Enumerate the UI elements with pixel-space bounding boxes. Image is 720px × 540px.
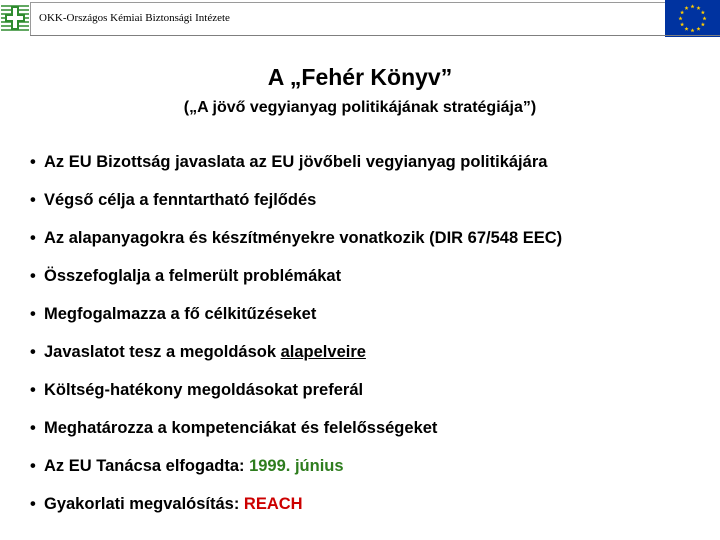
bullet-marker: • (30, 267, 36, 285)
bullet-text: Gyakorlati megvalósítás: (44, 495, 244, 513)
bullet-item (30, 304, 562, 342)
bullet-marker: • (30, 229, 36, 247)
bullet-item (30, 266, 562, 304)
bullet-text: Az alapanyagokra és készítményekre vonatkozik (DIR 67/548 EEC) (44, 229, 563, 247)
bullet-item (30, 418, 562, 456)
bullet-text: Megfogalmazza a fő célkitűzéseket (44, 305, 317, 323)
header-bar (0, 0, 720, 38)
bullet-text: Költség-hatékony megoldásokat preferál (44, 381, 364, 399)
bullet-marker: • (30, 153, 36, 171)
okk-cross-logo-icon (1, 2, 29, 34)
slide-title: A „Fehér Könyv” (267, 64, 453, 90)
bullet-item (30, 494, 562, 532)
eu-flag-icon (665, 0, 720, 37)
organization-name: OKK-Országos Kémiai Biztonsági Intézete (39, 12, 230, 24)
bullet-text: Végső célja a fenntartható fejlődés (44, 191, 317, 209)
bullet-marker: • (30, 191, 36, 209)
bullet-marker: • (30, 305, 36, 323)
adoption-date: 1999. június (249, 457, 344, 475)
bullet-text: Az EU Tanácsa elfogadta: (44, 457, 250, 475)
underlined-term: alapelveire (280, 343, 366, 361)
bullet-item (30, 342, 562, 380)
bullet-list (30, 152, 562, 532)
bullet-text: Javaslatot tesz a megoldások (44, 343, 281, 361)
bullet-item (30, 228, 562, 266)
bullet-marker: • (30, 495, 36, 513)
bullet-item (30, 380, 562, 418)
bullet-item (30, 190, 562, 228)
bullet-marker: • (30, 419, 36, 437)
reach-label: REACH (243, 495, 303, 513)
bullet-marker: • (30, 381, 36, 399)
header-divider (30, 35, 720, 36)
bullet-text: Meghatározza a kompetenciákat és felelősségeket (44, 419, 438, 437)
bullet-marker: • (30, 343, 36, 361)
bullet-text: Összefoglalja a felmerült problémákat (44, 267, 342, 285)
bullet-text: Az EU Bizottság javaslata az EU jövőbeli vegyianyag politikájára (44, 153, 548, 171)
slide-subtitle: („A jövő vegyianyag politikájának stratégiája”) (183, 99, 537, 116)
bullet-item (30, 456, 562, 494)
bullet-item (30, 152, 562, 190)
bullet-marker: • (30, 457, 36, 475)
